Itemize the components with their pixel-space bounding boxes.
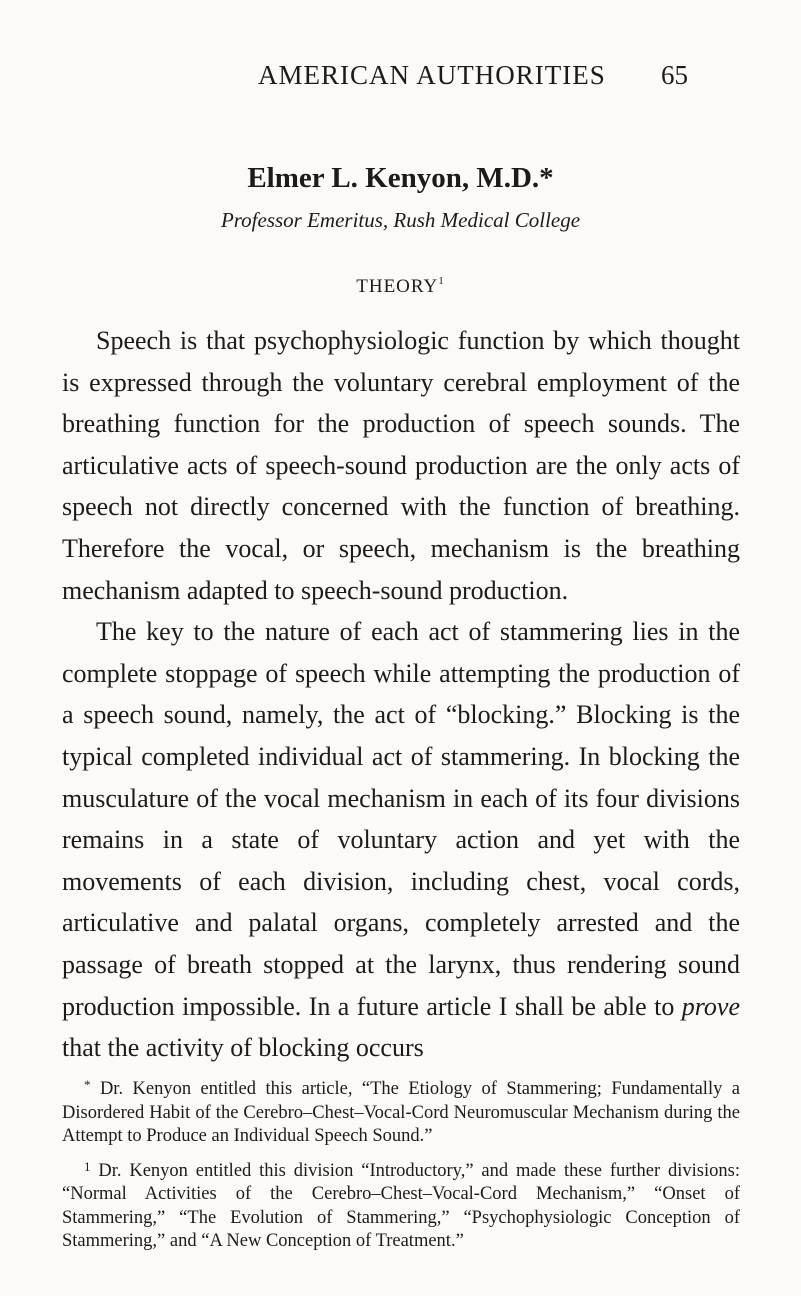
author-name: Elmer L. Kenyon, M.D.*: [247, 162, 554, 194]
article-heading: [60, 160, 741, 300]
footnote-1-mark: 1: [84, 1158, 91, 1174]
footnote-1-text: Dr. Kenyon entitled this division “Introductory,” and made these further divisions: “Normal Activities of the Cerebro–Chest–Vocal-Cord Mechanism,” “Onset of Stammering,” “The Evolution of Stammering,” “Psychophysiologic Conception of Stammering,” and “A New Conception of Treatment.”: [62, 1160, 740, 1251]
paragraph-2-text-before: The key to the nature of each act of stammering lies in the complete stoppage of speech while attempting the production of a speech sound, namely, the act of “blocking.” Blocking is the typical completed individual act of stammering. In blocking the musculature of the vocal mechanism in each of its four divisions remains in a state of voluntary action and yet with the movements of each division, including chest, vocal cords, articulative and palatal organs, completely arrested and the passage of breath stopped at the larynx, thus rendering sound production impossible. In a future article I shall be able to: [62, 617, 740, 1021]
footnote-star-mark: *: [84, 1077, 91, 1092]
section-title: [60, 268, 741, 300]
paragraph-2: [62, 611, 740, 1069]
emphasized-word: prove: [681, 991, 740, 1021]
section-title-text: THEORY: [356, 276, 439, 297]
footnote-star: [62, 1073, 740, 1149]
page-number: 65: [661, 60, 688, 90]
body-text: [62, 320, 740, 1069]
running-title: AMERICAN AUTHORITIES: [258, 60, 606, 90]
footnotes: [62, 1073, 740, 1260]
section-footnote-ref: 1: [438, 275, 445, 287]
author-affiliation: Professor Emeritus, Rush Medical College: [220, 208, 581, 232]
footnote-1: [62, 1155, 740, 1254]
footnote-star-text: Dr. Kenyon entitled this article, “The Etiology of Stammering; Fundamentally a Disordered Habit of the Cerebro–Chest–Vocal-Cord Neuromuscular Mechanism during the Attempt to Produce an Individual Speech Sound.”: [62, 1079, 740, 1146]
running-head: [0, 60, 801, 100]
paragraph-2-text-after: that the activity of blocking occurs: [62, 1033, 424, 1063]
paragraph-1: Speech is that psychophysiologic function by which thought is expressed through the voluntary cerebral employment of the breathing function for the production of speech sounds. The articulative acts of speech-sound production are the only acts of speech not directly concerned with the function of breathing. Therefore the vocal, or speech, mechanism is the breathing mechanism adapted to speech-sound production.: [62, 326, 740, 605]
